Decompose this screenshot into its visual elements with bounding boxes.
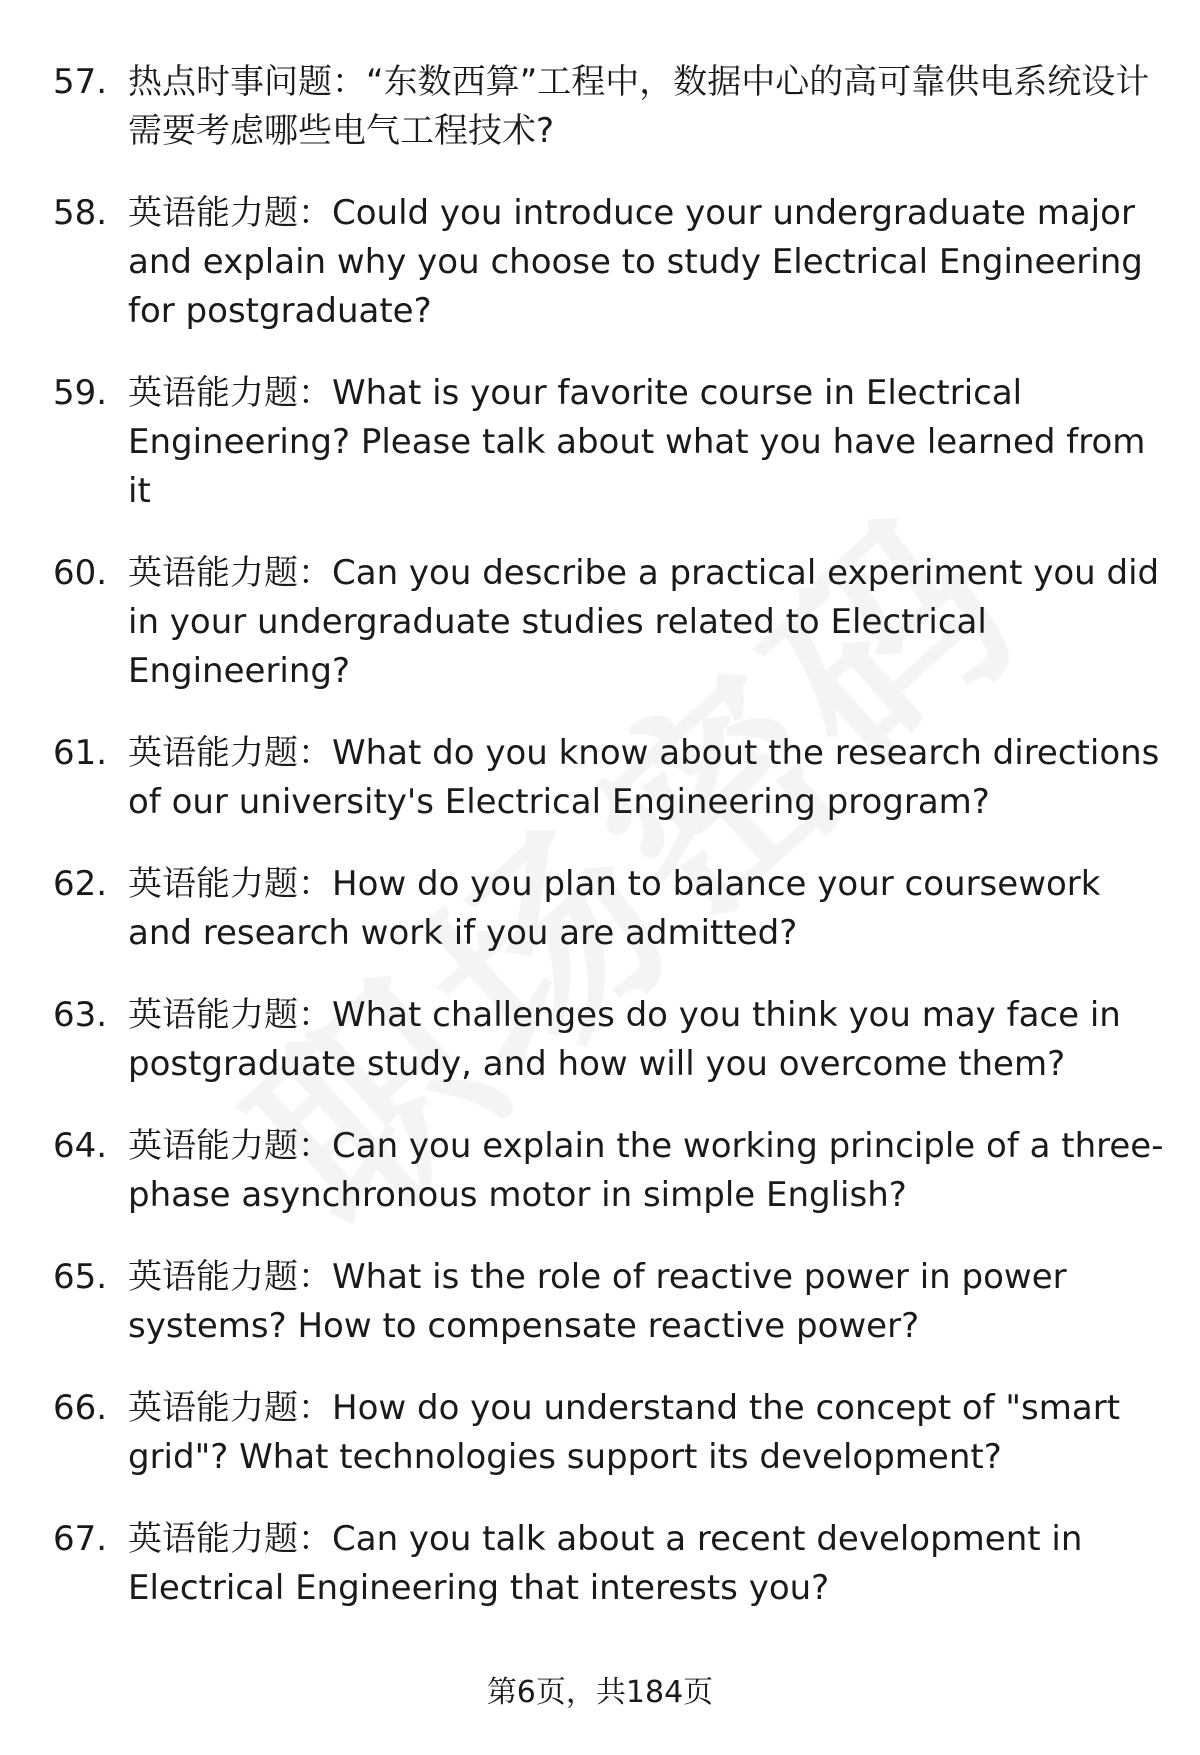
list-item	[0, 1515, 1200, 1613]
question-text: 英语能力题：What do you know about the research directions of our university's Electrical Engineering program?	[128, 733, 1160, 822]
question-text: 英语能力题：How do you plan to balance your coursework and research work if you are admitted?	[128, 864, 1101, 953]
question-number: 57.	[53, 62, 108, 102]
question-number: 64.	[53, 1126, 108, 1166]
question-text: 英语能力题：What challenges do you think you may face in postgraduate study, and how will you overcome them?	[128, 995, 1121, 1084]
list-item	[0, 549, 1200, 696]
question-number: 59.	[53, 373, 108, 413]
page-number-footer: 第6页，共184页	[486, 1675, 714, 1710]
list-item	[0, 58, 1200, 156]
question-text: 英语能力题：How do you understand the concept of "smart grid"? What technologies support its development?	[128, 1388, 1121, 1477]
list-item	[0, 189, 1200, 336]
question-text: 热点时事问题：“东数西算”工程中，数据中心的高可靠供电系统设计需要考虑哪些电气工程技术?	[128, 62, 1150, 151]
question-number: 67.	[53, 1519, 108, 1559]
list-item	[0, 1122, 1200, 1220]
question-text: 英语能力题：Can you describe a practical experiment you did in your undergraduate studies related to Electrical Engineering?	[128, 553, 1160, 691]
list-item	[0, 729, 1200, 827]
question-number: 62.	[53, 864, 108, 904]
list-item	[0, 991, 1200, 1089]
question-text: 英语能力题：Can you talk about a recent development in Electrical Engineering that interests you?	[128, 1519, 1083, 1608]
list-item	[0, 1253, 1200, 1351]
list-item	[0, 1384, 1200, 1482]
question-number: 61.	[53, 733, 108, 773]
question-text: 英语能力题：Can you explain the working principle of a three-phase asynchronous motor in simple English?	[128, 1126, 1164, 1215]
question-text: 英语能力题：What is your favorite course in Electrical Engineering? Please talk about what you have learned from it	[128, 373, 1146, 511]
question-number: 66.	[53, 1388, 108, 1428]
question-number: 60.	[53, 553, 108, 593]
question-number: 65.	[53, 1257, 108, 1297]
list-item	[0, 369, 1200, 516]
question-text: 英语能力题：What is the role of reactive power in power systems? How to compensate reactive power?	[128, 1257, 1067, 1346]
question-text: 英语能力题：Could you introduce your undergraduate major and explain why you choose to study Electrical Engineering for postgraduate?	[128, 193, 1143, 331]
question-number: 63.	[53, 995, 108, 1035]
question-list	[0, 58, 1200, 1646]
question-number: 58.	[53, 193, 108, 233]
list-item	[0, 860, 1200, 958]
